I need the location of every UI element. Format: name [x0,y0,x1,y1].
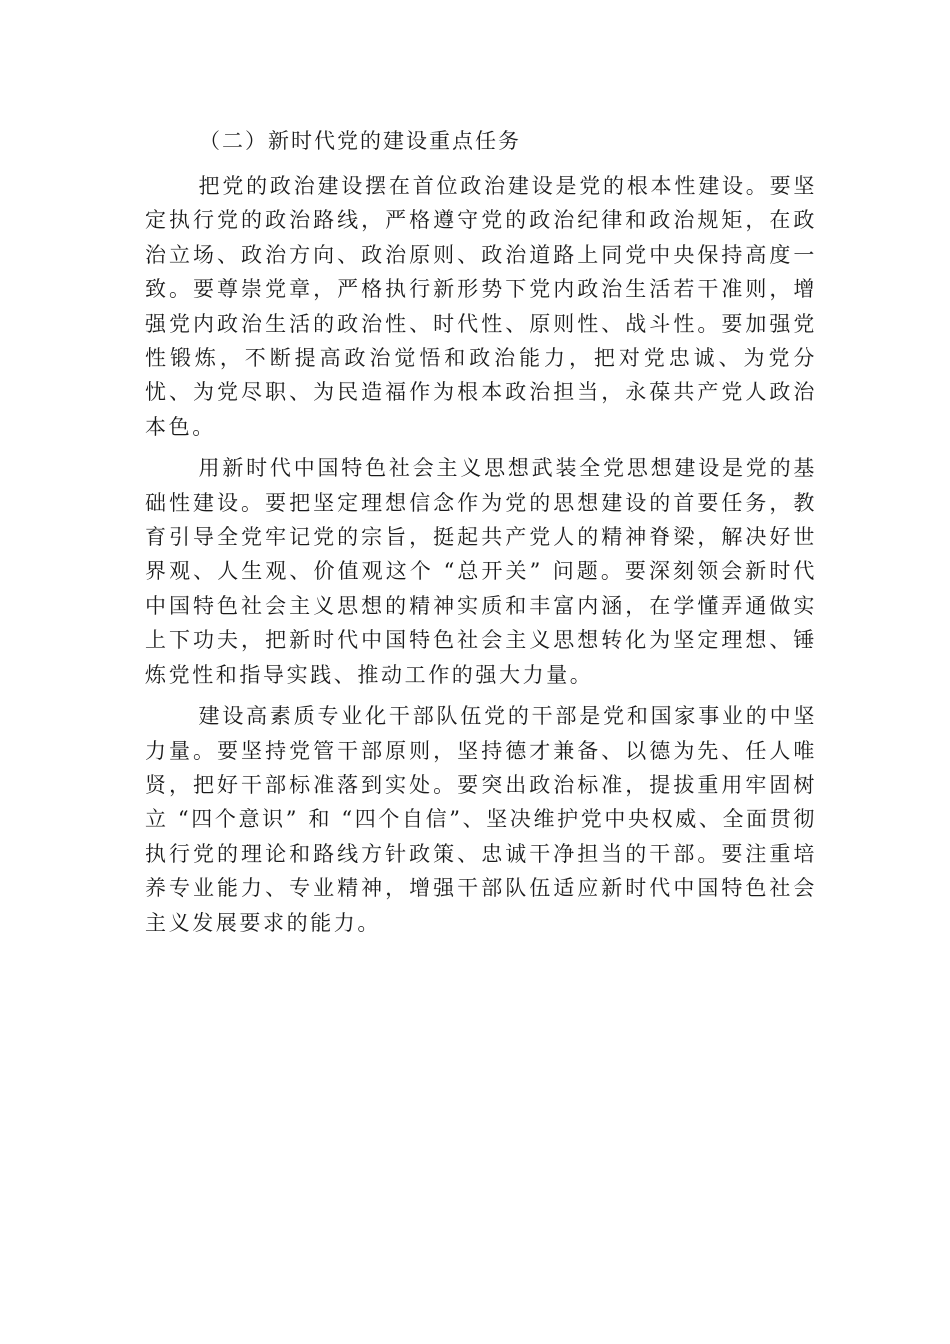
paragraph-cadre-building: 建设高素质专业化干部队伍党的干部是党和国家事业的中坚力量。要坚持党管干部原则，坚持德才兼备、以德为先、任人唯贤，把好干部标准落到实处。要突出政治标准，提拔重用牢固树立 “四个意识” 和 “四个自信”、坚决维护党中央权威、全面贯彻执行党的理论和路线方针政策、忠诚干净担当的干部。要注重培养专业能力、专业精神，增强干部队伍适应新时代中国特色社会主义发展要求的能力。 [145,704,817,935]
paragraph-political-building: 把党的政治建设摆在首位政治建设是党的根本性建设。要坚定执行党的政治路线，严格遵守党的政治纪律和政治规矩，在政治立场、政治方向、政治原则、政治道路上同党中央保持高度一致。要尊崇党章，严格执行新形势下党内政治生活若干准则，增强党内政治生活的政治性、时代性、原则性、战斗性。要加强党性锻炼，不断提高政治觉悟和政治能力，把对党忠诚、为党分忧、为党尽职、为民造福作为根本政治担当，永葆共产党人政治本色。 [145,174,817,439]
section-heading: （二）新时代党的建设重点任务 [199,129,521,153]
paragraph-ideological-building: 用新时代中国特色社会主义思想武装全党思想建设是党的基础性建设。要把坚定理想信念作为党的思想建设的首要任务，教育引导全党牢记党的宗旨，挺起共产党人的精神脊梁，解决好世界观、人生观、价值观这个 “总开关” 问题。要深刻领会新时代中国特色社会主义思想的精神实质和丰富内涵，在学懂弄通做实上下功夫，把新时代中国特色社会主义思想转化为坚定理想、锤炼党性和指导实践、推动工作的强大力量。 [145,456,817,687]
document-body [145,169,817,947]
